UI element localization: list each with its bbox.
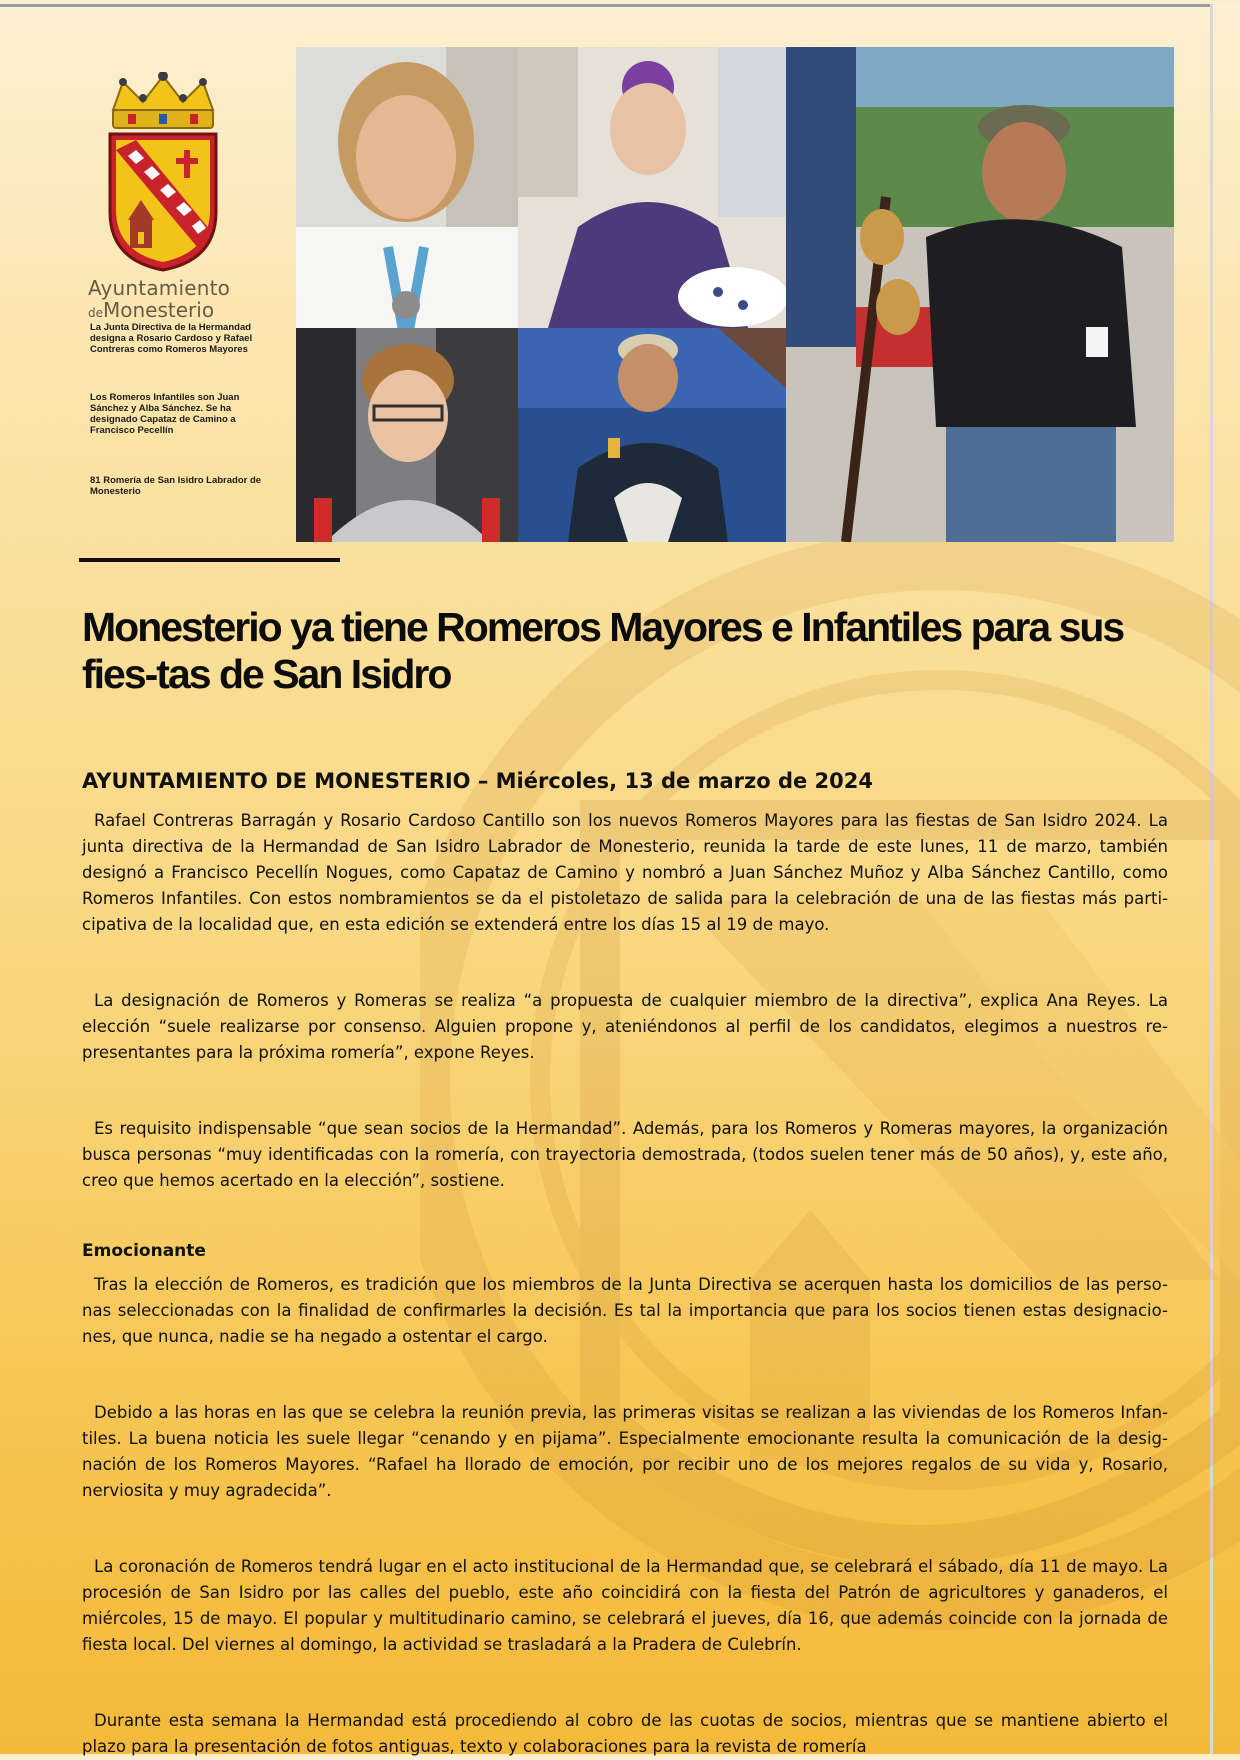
ayuntamiento-logo — [88, 72, 238, 322]
article-paragraph: Durante esta semana la Hermandad está procediendo al cobro de las cuotas de socios, mientras que se mantiene abierto el plazo para la presentación de fotos antiguas, texto y colaboraciones para la revista de romería — [82, 1711, 1168, 1756]
article-body — [82, 808, 1168, 1760]
caption-romeros-infantiles: Los Romeros Infantiles son Juan Sánchez y Alba Sánchez. Se ha designado Capataz de Camino a Francisco Pecellín — [90, 392, 240, 436]
romero-mayor-photo — [786, 47, 1174, 542]
section-subheading: Emocionante — [82, 1241, 206, 1261]
headline-rule — [79, 558, 340, 562]
logo-text-de: de — [88, 306, 103, 320]
page-title: Monesterio ya tiene Romeros Mayores e Infantiles para sus fies-tas de San Isidro — [82, 604, 1124, 697]
article-paragraph: Debido a las horas en las que se celebra la reunión previa, las primeras visitas se realizan a las viviendas de los Romeros Infan-tiles. La buena noticia les suele llegar “cenando y en pijama”. Especialmente emocionante resulta la comunicación de la desig-nación de los Romeros Mayores. “Rafael ha llorado de emoción, por recibir uno de los mejores regalos de su vida y, Rosario, nerviosita y muy agradecida”. — [82, 1403, 1168, 1500]
article-paragraph: Rafael Contreras Barragán y Rosario Cardoso Cantillo son los nuevos Romeros Mayores para las fiestas de San Isidro 2024. La junta directiva de la Hermandad de San Isidro Labrador de Monesterio, reunida la tarde de este lunes, 11 de marzo, también designó a Francisco Pecellín Nogues, como Capataz de Camino y nombró a Juan Sánchez Muñoz y Alba Sánchez Cantillo, como Romeros Infantiles. Con estos nombramientos se da el pistoletazo de salida para la celebración de una de las fiestas más parti-cipativa de la localidad que, en esta edición se extenderá entre los días 15 al 19 de mayo. — [82, 811, 1168, 934]
logo-text-monesterio — [88, 298, 238, 322]
logo-text-ayuntamiento: Ayuntamiento — [88, 276, 231, 300]
caption-romeros-mayores: La Junta Directiva de la Hermandad designa a Rosario Cardoso y Rafael Contreras como Romeros Mayores — [90, 322, 253, 355]
caption-romeria: 81 Romería de San Isidro Labrador de Monesterio — [90, 475, 262, 497]
article-paragraph: La coronación de Romeros tendrá lugar en el acto institucional de la Hermandad que, se celebrará el sábado, día 11 de mayo. La procesión de San Isidro por las calles del pueblo, este año coincidirá con la fiesta del Patrón de agricultores y ganaderos, el miércoles, 15 de mayo. El popular y multitudinario camino, se celebrará el jueves, día 16, que además coincide con la jornada de fiesta local. Del viernes al domingo, la actividad se trasladará a la Pradera de Culebrín. — [82, 1557, 1168, 1654]
romera-infantil-photo — [518, 47, 786, 328]
article-paragraph: Tras la elección de Romeros, es tradición que los miembros de la Junta Directiva se acerquen hasta los domicilios de las perso-nas seleccionadas con la finalidad de confirmarles la decisión. Es tal la importancia que para los socios tienen estas designacio-nes, que nunca, nadie se ha negado a ostentar el cargo. — [82, 1275, 1168, 1346]
logo-text-town: Monesterio — [103, 298, 215, 322]
page-right-border — [1210, 4, 1213, 1754]
dateline: AYUNTAMIENTO DE MONESTERIO – Miércoles, 13 de marzo de 2024 — [82, 769, 873, 793]
coat-of-arms-icon — [88, 72, 238, 272]
page-top-border — [0, 4, 1212, 7]
article-paragraph: La designación de Romeros y Romeras se realiza “a propuesta de cualquier miembro de la directiva”, explica Ana Reyes. La elección “suele realizarse por consenso. Alguien propone y, ateniéndonos al perfil de los candidatos, elegimos a nuestros re-presentantes para la próxima romería”, expone Reyes. — [82, 991, 1168, 1062]
capataz-camino-photo — [518, 328, 786, 542]
article-paragraph: Es requisito indispensable “que sean socios de la Hermandad”. Además, para los Romeros y Romeras mayores, la organización busca personas “muy identificadas con la romería, con trayectoria demostrada, (todos suelen tener más de 50 años), y, este año, creo que hemos acertado en la elección”, sostiene. — [82, 1119, 1168, 1190]
romera-mayor-photo — [296, 47, 518, 328]
romero-infantil-photo — [296, 328, 518, 542]
